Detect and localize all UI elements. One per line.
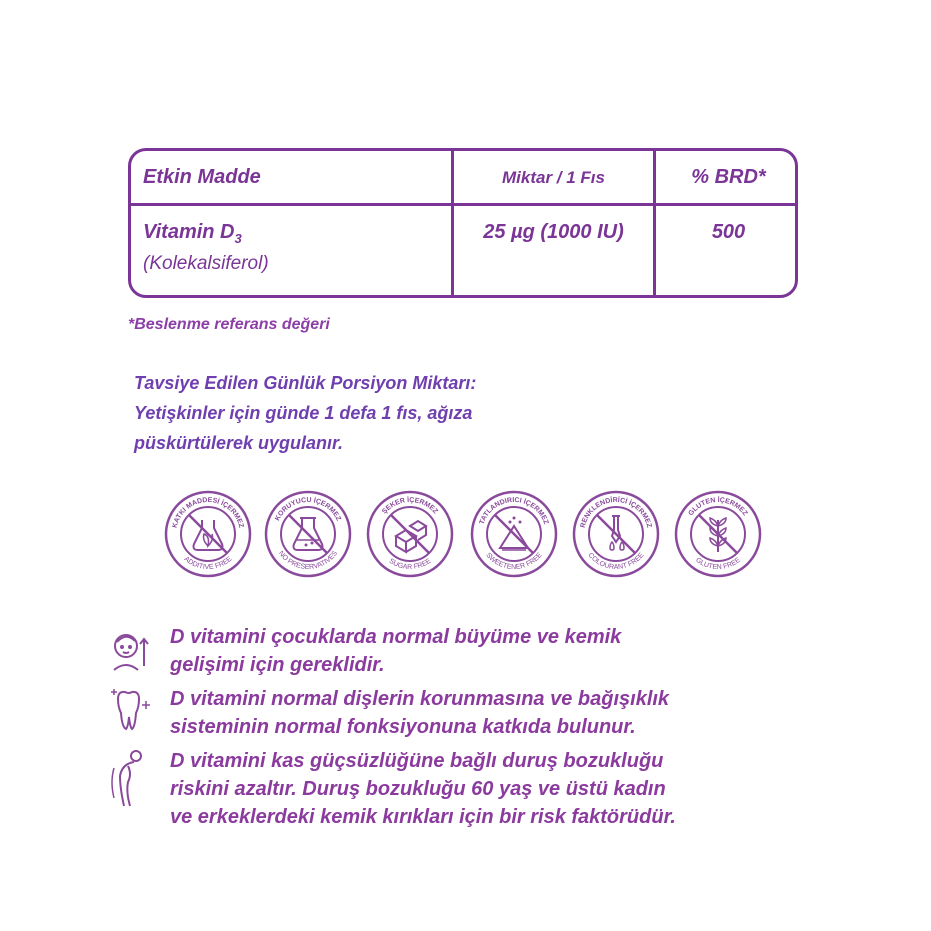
child-growth-icon bbox=[108, 626, 152, 676]
flask-icon bbox=[264, 490, 352, 578]
ingredient-subscript: 3 bbox=[234, 231, 242, 246]
badge-bottom-text: SWEETENER FREE bbox=[484, 551, 544, 572]
badge-top-text: ŞEKER İÇERMEZ bbox=[381, 496, 439, 516]
badge-flask-leaf bbox=[164, 490, 252, 578]
dose-line: Yetişkinler için günde 1 defa 1 fıs, ağıza bbox=[134, 403, 473, 423]
claim-line: D vitamini kas güçsüzlüğüne bağlı duruş bozukluğu bbox=[170, 750, 664, 772]
claim-line: gelişimi için gereklidir. bbox=[170, 654, 385, 676]
posture-icon bbox=[106, 748, 150, 808]
ingredient-alt-name: (Kolekalsiferol) bbox=[143, 253, 269, 274]
dose-title: Tavsiye Edilen Günlük Porsiyon Miktarı: bbox=[134, 373, 477, 393]
badge-bottom-text: SUGAR FREE bbox=[387, 557, 433, 572]
claim-growth bbox=[170, 623, 621, 679]
badge-bottom-text: COLOURANT FREE bbox=[586, 551, 646, 571]
footnote: *Beslenme referans değeri bbox=[128, 316, 330, 333]
claim-line: sisteminin normal fonksiyonuna katkıda bulunur. bbox=[170, 716, 636, 738]
amount-value: 25 µg (1000 IU) bbox=[483, 221, 624, 243]
header-brd: % BRD* bbox=[691, 166, 766, 188]
flask-leaf-icon bbox=[164, 490, 252, 578]
claim-line: D vitamini çocuklarda normal büyüme ve kemik bbox=[170, 626, 622, 648]
nutrition-table bbox=[128, 148, 798, 298]
badge-sweetener bbox=[470, 490, 558, 578]
badge-bottom-text: NO PRESERVATIVES bbox=[276, 550, 340, 572]
badge-top-text: GLUTEN İÇERMEZ bbox=[687, 496, 749, 518]
claim-posture bbox=[170, 747, 676, 831]
claim-line: ve erkeklerdeki kemik kırıkları için bir risk faktörüdür. bbox=[170, 806, 676, 828]
header-amount: Miktar / 1 Fıs bbox=[502, 168, 605, 187]
badge-flask bbox=[264, 490, 352, 578]
wheat-icon bbox=[674, 490, 762, 578]
table-divider bbox=[131, 203, 795, 206]
dropper-icon bbox=[572, 490, 660, 578]
sweetener-icon bbox=[470, 490, 558, 578]
badge-top-text: TATLANDIRICI İÇERMEZ bbox=[478, 496, 550, 526]
claim-line: riskini azaltır. Duruş bozukluğu 60 yaş ve üstü kadın bbox=[170, 778, 666, 800]
ingredient-name bbox=[143, 221, 242, 246]
badge-bottom-text: ADDITIVE FREE bbox=[182, 555, 234, 572]
badge-sugar-cubes bbox=[366, 490, 454, 578]
claim-line: D vitamini normal dişlerin korunmasına ve bağışıklık bbox=[170, 688, 670, 710]
dose-line: püskürtülerek uygulanır. bbox=[134, 433, 344, 453]
badge-wheat bbox=[674, 490, 762, 578]
dose-section bbox=[134, 368, 476, 458]
badge-top-text: KORUYUCU İÇERMEZ bbox=[274, 496, 342, 523]
badge-top-text: KATKI MADDESİ İÇERMEZ bbox=[171, 496, 245, 529]
ingredient-label: Vitamin D bbox=[143, 221, 235, 243]
tooth-icon bbox=[108, 685, 152, 735]
claim-teeth-immunity bbox=[170, 685, 669, 741]
badge-dropper bbox=[572, 490, 660, 578]
header-ingredient: Etkin Madde bbox=[143, 166, 261, 188]
badge-bottom-text: GLUTEN FREE bbox=[694, 556, 742, 572]
sugar-cubes-icon bbox=[366, 490, 454, 578]
badge-top-text: RENKLENDİRİCİ İÇERMEZ bbox=[579, 496, 653, 529]
brd-value: 500 bbox=[711, 221, 746, 243]
